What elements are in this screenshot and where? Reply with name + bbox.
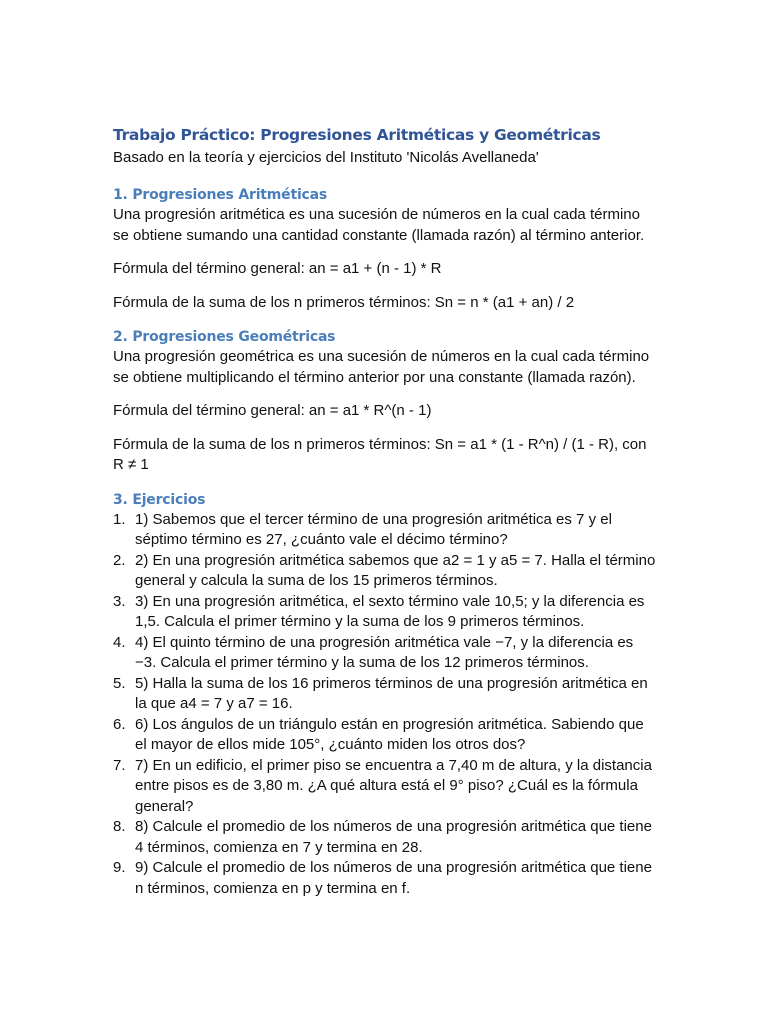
section-geometric: [113, 327, 658, 476]
list-item-text: 6) Los ángulos de un triángulo están en progresión aritmética. Sabiendo que el mayor de ellos mide 105°, ¿cuánto miden los otros dos?: [135, 715, 644, 753]
list-item-text: 2) En una progresión aritmética sabemos que a2 = 1 y a5 = 7. Halla el término general y calcula la suma de los 15 primeros términos.: [135, 551, 656, 589]
section-heading-arithmetic: 1. Progresiones Aritméticas: [113, 187, 328, 203]
list-item: [113, 633, 658, 674]
section-heading-geometric: 2. Progresiones Geométricas: [113, 329, 336, 345]
list-item-text: 5) Halla la suma de los 16 primeros términos de una progresión aritmética en la que a4 = 7 y a7 = 16.: [135, 674, 648, 712]
geometric-general-term: Fórmula del término general: an = a1 * R^(n - 1): [113, 402, 432, 419]
list-item-number: 7.: [113, 756, 126, 774]
list-item: [113, 715, 658, 756]
list-item-text: 3) En una progresión aritmética, el sexto término vale 10,5; y la diferencia es 1,5. Calcula el primer término y la suma de los 9 primeros términos.: [135, 592, 645, 630]
list-item-text: 8) Calcule el promedio de los números de una progresión aritmética que tiene 4 términos, comienza en 7 y termina en 28.: [135, 818, 652, 856]
list-item: [113, 674, 658, 715]
list-item-number: 2.: [113, 551, 126, 569]
list-item-number: 4.: [113, 633, 126, 651]
exercise-list: [113, 510, 658, 900]
list-item-number: 5.: [113, 674, 126, 692]
arithmetic-description: Una progresión aritmética es una sucesión de números en la cual cada término se obtiene sumando una cantidad constante (llamada razón) al término anterior.: [113, 206, 645, 244]
section-arithmetic: [113, 185, 658, 313]
list-item: [113, 551, 658, 592]
arithmetic-general-term: Fórmula del término general: an = a1 + (n - 1) * R: [113, 260, 442, 277]
document-subtitle: Basado en la teoría y ejercicios del Instituto 'Nicolás Avellaneda': [113, 149, 539, 166]
list-item-number: 8.: [113, 818, 126, 835]
geometric-description: Una progresión geométrica es una sucesión de números en la cual cada término se obtiene multiplicando el término anterior por una constante (llamada razón).: [113, 348, 650, 386]
list-item-number: 1.: [113, 510, 126, 528]
section-exercises: [113, 490, 658, 900]
geometric-sum-formula: Fórmula de la suma de los n primeros términos: Sn = a1 * (1 - R^n) / (1 - R), con R ≠ 1: [113, 435, 647, 473]
list-item-text: 7) En un edificio, el primer piso se encuentra a 7,40 m de altura, y la distancia entre pisos es de 3,80 m. ¿A qué altura está el 9° piso? ¿Cuál es la fórmula general?: [135, 756, 652, 815]
section-heading-exercises: 3. Ejercicios: [113, 491, 206, 508]
list-item-number: 9.: [113, 859, 126, 876]
list-item-number: 3.: [113, 592, 126, 610]
list-item-number: 6.: [113, 715, 126, 733]
arithmetic-sum-formula: Fórmula de la suma de los n primeros términos: Sn = n * (a1 + an) / 2: [113, 293, 575, 311]
list-item: [113, 592, 658, 633]
list-item: [113, 756, 658, 818]
list-item-text: 1) Sabemos que el tercer término de una progresión aritmética es 7 y el séptimo término es 27, ¿cuánto vale el décimo término?: [135, 510, 612, 548]
document-title: Trabajo Práctico: Progresiones Aritméticas y Geométricas: [113, 126, 601, 144]
list-item: [113, 817, 658, 858]
document-page: [113, 124, 658, 899]
list-item: [113, 510, 658, 551]
list-item-text: 4) El quinto término de una progresión aritmética vale −7, y la diferencia es −3. Calcula el primer término y la suma de los 12 primeros términos.: [135, 633, 634, 671]
list-item: [113, 858, 658, 899]
list-item-text: 9) Calcule el promedio de los números de una progresión aritmética que tiene n términos, comienza en p y termina en f.: [135, 859, 652, 897]
